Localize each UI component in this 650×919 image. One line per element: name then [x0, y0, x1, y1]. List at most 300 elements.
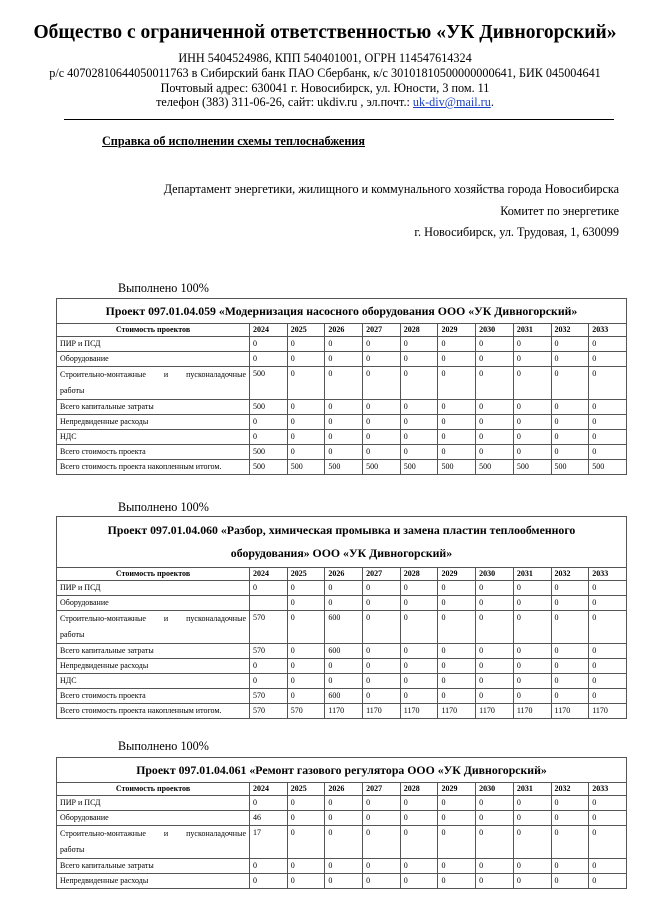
cell-value: 0	[363, 445, 401, 460]
row-label: Оборудование	[57, 596, 250, 611]
cell-value: 0	[363, 367, 401, 400]
table-row	[57, 352, 627, 367]
column-header-year: 2028	[400, 783, 438, 796]
cell-value: 0	[513, 596, 551, 611]
row-label: Оборудование	[57, 811, 250, 826]
company-postal-address: Почтовый адрес: 630041 г. Новосибирск, ул. Юности, 3 пом. 11	[160, 81, 490, 95]
row-label: Всего стоимость проекта накопленным итогом.	[57, 460, 250, 475]
column-header-year: 2026	[325, 324, 363, 337]
column-header-year: 2026	[325, 783, 363, 796]
cell-value: 0	[438, 874, 476, 889]
cell-value: 0	[513, 859, 551, 874]
cell-value: 0	[400, 400, 438, 415]
addressee-address: г. Новосибирск, ул. Трудовая, 1, 630099	[414, 225, 619, 239]
column-header-label: Стоимость проектов	[57, 568, 250, 581]
cell-value: 0	[551, 352, 589, 367]
cell-value: 0	[589, 689, 627, 704]
column-header-year: 2024	[250, 783, 288, 796]
cell-value: 0	[551, 811, 589, 826]
cell-value: 0	[476, 367, 514, 400]
row-label: Непредвиденные расходы	[57, 659, 250, 674]
cell-value: 0	[551, 674, 589, 689]
cell-value: 570	[287, 704, 325, 719]
row-label: Всего капитальные затраты	[57, 644, 250, 659]
cell-value: 0	[287, 811, 325, 826]
cell-value: 0	[589, 826, 627, 859]
row-label: Всего стоимость проекта	[57, 445, 250, 460]
cell-value: 0	[438, 796, 476, 811]
cell-value: 0	[551, 826, 589, 859]
cell-value: 0	[325, 400, 363, 415]
cell-value: 0	[513, 796, 551, 811]
cell-value: 0	[589, 796, 627, 811]
cell-value: 0	[476, 796, 514, 811]
cell-value: 0	[513, 874, 551, 889]
cell-value: 0	[363, 811, 401, 826]
cell-value: 0	[325, 352, 363, 367]
cell-value: 0	[287, 445, 325, 460]
cell-value: 0	[325, 337, 363, 352]
cell-value: 1170	[476, 704, 514, 719]
cell-value: 0	[287, 337, 325, 352]
cell-value: 0	[513, 337, 551, 352]
cell-value: 0	[551, 337, 589, 352]
cell-value: 0	[551, 581, 589, 596]
cell-value: 0	[250, 859, 288, 874]
cell-value: 0	[363, 674, 401, 689]
cell-value: 0	[438, 415, 476, 430]
cell-value: 0	[325, 415, 363, 430]
table-row	[57, 796, 627, 811]
cell-value: 0	[400, 337, 438, 352]
row-label	[57, 611, 250, 644]
contacts-suffix: .	[490, 95, 494, 109]
cell-value: 0	[513, 445, 551, 460]
cell-value: 500	[400, 460, 438, 475]
cell-value: 0	[513, 689, 551, 704]
table-row	[57, 337, 627, 352]
cell-value: 0	[400, 581, 438, 596]
cell-value: 600	[325, 611, 363, 644]
cell-value: 0	[589, 445, 627, 460]
cell-value: 0	[476, 445, 514, 460]
table-row	[57, 874, 627, 889]
addressee-department: Департамент энергетики, жилищного и коммунального хозяйства города Новосибирска	[163, 182, 619, 196]
cell-value: 0	[400, 367, 438, 400]
cell-value: 0	[325, 430, 363, 445]
cell-value: 0	[325, 811, 363, 826]
cell-value: 0	[589, 659, 627, 674]
cell-value: 0	[551, 430, 589, 445]
project-title: Проект 097.01.04.061 «Ремонт газового регулятора ООО «УК Дивногорский»	[57, 758, 627, 783]
table-row	[57, 811, 627, 826]
table-row	[57, 689, 627, 704]
column-header-year: 2031	[513, 783, 551, 796]
cell-value: 570	[250, 689, 288, 704]
cell-value: 570	[250, 644, 288, 659]
contacts-text: телефон (383) 311-06-26, сайт: ukdiv.ru , эл.почт.:	[156, 95, 413, 109]
table-row	[57, 644, 627, 659]
cell-value: 0	[476, 674, 514, 689]
reference-title: Справка об исполнении схемы теплоснабжения	[102, 134, 365, 148]
cell-value: 0	[513, 659, 551, 674]
table-row	[57, 674, 627, 689]
cell-value: 0	[476, 811, 514, 826]
table-row	[57, 430, 627, 445]
cell-value: 0	[476, 689, 514, 704]
cell-value: 1170	[363, 704, 401, 719]
cell-value: 0	[476, 415, 514, 430]
table-row	[57, 659, 627, 674]
row-label	[57, 367, 250, 400]
project-table	[56, 516, 627, 719]
cell-value: 0	[363, 611, 401, 644]
cell-value: 0	[250, 659, 288, 674]
cell-value: 0	[400, 874, 438, 889]
project-table	[56, 298, 627, 475]
cell-value: 1170	[438, 704, 476, 719]
cell-value: 0	[363, 689, 401, 704]
row-label-line: работы	[60, 845, 85, 854]
cell-value: 0	[476, 430, 514, 445]
cell-value: 0	[363, 581, 401, 596]
cell-value: 0	[250, 415, 288, 430]
project-status: Выполнено 100%	[118, 500, 209, 514]
cell-value: 0	[551, 445, 589, 460]
cell-value: 0	[513, 811, 551, 826]
column-header-year: 2033	[589, 568, 627, 581]
cell-value: 0	[325, 674, 363, 689]
table-row	[57, 460, 627, 475]
header-divider	[64, 119, 614, 120]
column-header-year: 2032	[551, 568, 589, 581]
column-header-year: 2030	[476, 324, 514, 337]
cell-value: 0	[325, 367, 363, 400]
cell-value: 0	[551, 611, 589, 644]
cell-value: 0	[438, 859, 476, 874]
cell-value: 0	[325, 859, 363, 874]
cell-value: 0	[250, 337, 288, 352]
column-header-label: Стоимость проектов	[57, 783, 250, 796]
cell-value: 1170	[400, 704, 438, 719]
cell-value: 0	[438, 674, 476, 689]
row-label: ПИР и ПСД	[57, 581, 250, 596]
row-label: Оборудование	[57, 352, 250, 367]
column-header-label: Стоимость проектов	[57, 324, 250, 337]
column-header-year: 2024	[250, 324, 288, 337]
cell-value: 0	[589, 400, 627, 415]
cell-value: 0	[287, 415, 325, 430]
row-label: ПИР и ПСД	[57, 796, 250, 811]
cell-value: 0	[287, 644, 325, 659]
cell-value: 0	[551, 859, 589, 874]
cell-value: 0	[513, 400, 551, 415]
column-header-year: 2028	[400, 568, 438, 581]
cell-value: 0	[551, 367, 589, 400]
cell-value: 0	[589, 811, 627, 826]
company-name: Общество с ограниченной ответственностью «УК Дивногорский»	[33, 22, 617, 43]
cell-value: 0	[287, 367, 325, 400]
table-row	[57, 859, 627, 874]
column-header-year: 2030	[476, 568, 514, 581]
cell-value: 0	[400, 445, 438, 460]
cell-value: 0	[363, 352, 401, 367]
row-label: НДС	[57, 430, 250, 445]
column-header-year: 2025	[287, 783, 325, 796]
row-label: НДС	[57, 674, 250, 689]
cell-value: 0	[287, 859, 325, 874]
cell-value: 0	[363, 826, 401, 859]
cell-value: 0	[400, 644, 438, 659]
cell-value: 0	[513, 826, 551, 859]
cell-value: 500	[250, 367, 288, 400]
cell-value: 0	[438, 611, 476, 644]
cell-value: 600	[325, 689, 363, 704]
column-header-year: 2024	[250, 568, 288, 581]
cell-value: 500	[250, 400, 288, 415]
cell-value: 0	[363, 874, 401, 889]
cell-value: 0	[250, 352, 288, 367]
project-status: Выполнено 100%	[118, 281, 209, 295]
cell-value: 0	[513, 644, 551, 659]
table-row	[57, 581, 627, 596]
cell-value: 0	[400, 415, 438, 430]
cell-value: 1170	[589, 704, 627, 719]
project-title	[57, 517, 627, 568]
row-label: Всего капитальные затраты	[57, 859, 250, 874]
cell-value: 0	[476, 352, 514, 367]
cell-value: 0	[438, 596, 476, 611]
cell-value: 0	[476, 874, 514, 889]
cell-value: 0	[513, 352, 551, 367]
cell-value: 0	[400, 596, 438, 611]
table-row	[57, 826, 627, 859]
cell-value: 0	[438, 445, 476, 460]
cell-value: 0	[250, 796, 288, 811]
cell-value: 0	[551, 689, 589, 704]
cell-value: 0	[250, 874, 288, 889]
cell-value: 0	[513, 581, 551, 596]
row-label: Всего капитальные затраты	[57, 400, 250, 415]
cell-value: 0	[325, 874, 363, 889]
row-label: Всего стоимость проекта	[57, 689, 250, 704]
cell-value: 0	[325, 826, 363, 859]
cell-value: 0	[400, 352, 438, 367]
cell-value: 1170	[513, 704, 551, 719]
cell-value: 0	[363, 400, 401, 415]
cell-value: 0	[551, 415, 589, 430]
cell-value: 0	[400, 659, 438, 674]
cell-value: 0	[400, 611, 438, 644]
cell-value: 500	[476, 460, 514, 475]
cell-value: 0	[287, 611, 325, 644]
cell-value: 0	[400, 430, 438, 445]
cell-value: 0	[325, 796, 363, 811]
cell-value: 0	[363, 796, 401, 811]
cell-value: 0	[438, 352, 476, 367]
cell-value: 0	[363, 430, 401, 445]
cell-value: 0	[513, 611, 551, 644]
cell-value: 500	[438, 460, 476, 475]
cell-value: 0	[287, 689, 325, 704]
cell-value: 0	[400, 796, 438, 811]
cell-value: 0	[513, 430, 551, 445]
table-row	[57, 445, 627, 460]
row-label: Всего стоимость проекта накопленным итогом.	[57, 704, 250, 719]
table-row	[57, 415, 627, 430]
cell-value: 0	[476, 596, 514, 611]
cell-value	[250, 596, 288, 611]
cell-value: 0	[250, 674, 288, 689]
project-title: Проект 097.01.04.059 «Модернизация насосного оборудования ООО «УК Дивногорский»	[57, 299, 627, 324]
cell-value: 0	[438, 811, 476, 826]
cell-value: 0	[513, 415, 551, 430]
cell-value: 0	[363, 859, 401, 874]
cell-value: 0	[513, 674, 551, 689]
table-row	[57, 596, 627, 611]
cell-value: 500	[551, 460, 589, 475]
cell-value: 570	[250, 611, 288, 644]
column-header-year: 2031	[513, 568, 551, 581]
cell-value: 0	[287, 581, 325, 596]
cell-value: 0	[400, 811, 438, 826]
cell-value: 0	[438, 826, 476, 859]
cell-value: 0	[551, 644, 589, 659]
cell-value: 0	[287, 874, 325, 889]
cell-value: 0	[400, 826, 438, 859]
project-title-line: Проект 097.01.04.060 «Разбор, химическая промывка и замена пластин теплообменного	[107, 523, 576, 537]
column-header-year: 2028	[400, 324, 438, 337]
project-title-line: оборудования» ООО «УК Дивногорский»	[230, 546, 453, 560]
cell-value: 0	[325, 659, 363, 674]
cell-value: 0	[438, 400, 476, 415]
company-bank-details: р/с 40702810644050011763 в Сибирский банк ПАО Сбербанк, к/с 30101810500000000641, БИК 045004641	[49, 66, 601, 80]
cell-value: 0	[589, 352, 627, 367]
cell-value: 0	[476, 659, 514, 674]
cell-value: 500	[250, 445, 288, 460]
cell-value: 0	[287, 826, 325, 859]
cell-value: 0	[400, 689, 438, 704]
cell-value: 0	[438, 581, 476, 596]
cell-value: 500	[363, 460, 401, 475]
cell-value: 0	[363, 644, 401, 659]
cell-value: 0	[363, 415, 401, 430]
cell-value: 0	[250, 430, 288, 445]
row-label-line: работы	[60, 386, 85, 395]
cell-value: 0	[476, 611, 514, 644]
project-table	[56, 757, 627, 889]
cell-value: 0	[476, 826, 514, 859]
cell-value: 0	[438, 367, 476, 400]
cell-value: 0	[589, 337, 627, 352]
cell-value: 0	[589, 674, 627, 689]
cell-value: 0	[363, 596, 401, 611]
column-header-year: 2027	[363, 324, 401, 337]
cell-value: 0	[589, 581, 627, 596]
cell-value: 0	[287, 596, 325, 611]
column-header-year: 2033	[589, 783, 627, 796]
cell-value: 0	[363, 337, 401, 352]
addressee-committee: Комитет по энергетике	[500, 204, 619, 218]
cell-value: 0	[589, 415, 627, 430]
cell-value: 0	[551, 796, 589, 811]
cell-value: 0	[438, 337, 476, 352]
cell-value: 0	[287, 352, 325, 367]
cell-value: 500	[287, 460, 325, 475]
project-status: Выполнено 100%	[118, 739, 209, 753]
column-header-year: 2025	[287, 324, 325, 337]
cell-value: 0	[250, 581, 288, 596]
cell-value: 0	[551, 400, 589, 415]
company-contacts	[0, 95, 650, 110]
cell-value: 0	[589, 859, 627, 874]
cell-value: 1170	[551, 704, 589, 719]
cell-value: 0	[476, 644, 514, 659]
column-header-year: 2030	[476, 783, 514, 796]
cell-value: 1170	[325, 704, 363, 719]
cell-value: 0	[551, 596, 589, 611]
cell-value: 0	[287, 400, 325, 415]
cell-value: 570	[250, 704, 288, 719]
cell-value: 500	[589, 460, 627, 475]
table-row	[57, 704, 627, 719]
row-label-line: Строительно-монтажные и пусконаладочные	[60, 614, 246, 623]
column-header-year: 2032	[551, 324, 589, 337]
cell-value: 17	[250, 826, 288, 859]
cell-value: 0	[476, 400, 514, 415]
cell-value: 0	[400, 674, 438, 689]
email-link[interactable]: uk-div@mail.ru	[412, 95, 491, 109]
cell-value: 500	[250, 460, 288, 475]
cell-value: 0	[551, 659, 589, 674]
row-label-line: работы	[60, 630, 85, 639]
cell-value: 0	[287, 796, 325, 811]
company-tax-ids: ИНН 5404524986, КПП 540401001, ОГРН 114547614324	[178, 51, 472, 65]
cell-value: 0	[363, 659, 401, 674]
column-header-year: 2027	[363, 568, 401, 581]
cell-value: 0	[589, 596, 627, 611]
cell-value: 0	[589, 644, 627, 659]
row-label-line: Строительно-монтажные и пусконаладочные	[60, 829, 246, 838]
cell-value: 500	[513, 460, 551, 475]
column-header-year: 2031	[513, 324, 551, 337]
column-header-year: 2032	[551, 783, 589, 796]
cell-value: 0	[476, 859, 514, 874]
column-header-year: 2033	[589, 324, 627, 337]
column-header-year: 2029	[438, 568, 476, 581]
cell-value: 0	[476, 581, 514, 596]
cell-value: 0	[589, 874, 627, 889]
table-row	[57, 400, 627, 415]
row-label	[57, 826, 250, 859]
row-label: Непредвиденные расходы	[57, 874, 250, 889]
cell-value: 0	[589, 367, 627, 400]
cell-value: 0	[325, 445, 363, 460]
column-header-year: 2027	[363, 783, 401, 796]
row-label: Непредвиденные расходы	[57, 415, 250, 430]
table-row	[57, 367, 627, 400]
cell-value: 0	[476, 337, 514, 352]
table-row	[57, 611, 627, 644]
cell-value: 0	[400, 859, 438, 874]
column-header-year: 2025	[287, 568, 325, 581]
cell-value: 0	[589, 430, 627, 445]
column-header-year: 2029	[438, 324, 476, 337]
row-label-line: Строительно-монтажные и пусконаладочные	[60, 370, 246, 379]
cell-value: 46	[250, 811, 288, 826]
cell-value: 0	[325, 596, 363, 611]
column-header-year: 2029	[438, 783, 476, 796]
